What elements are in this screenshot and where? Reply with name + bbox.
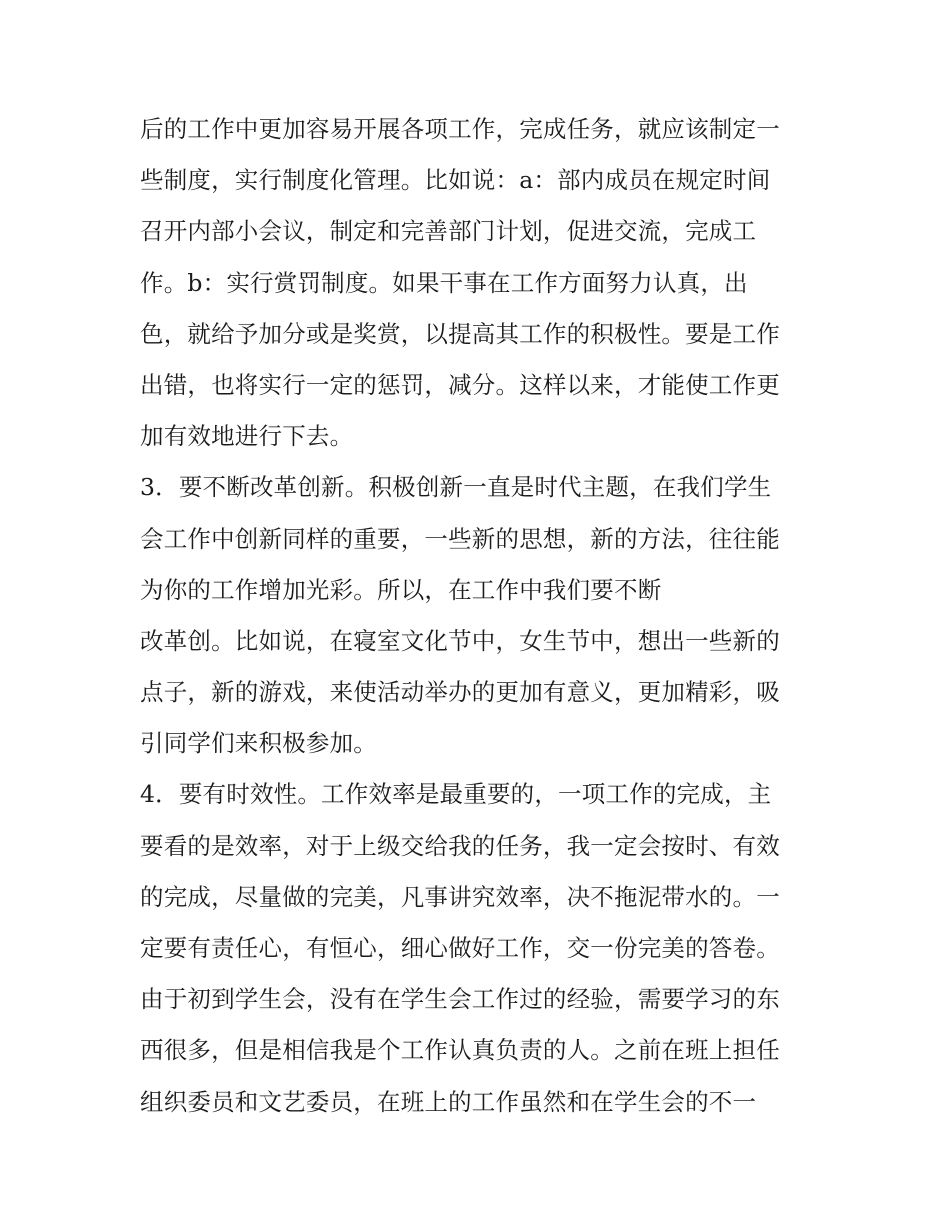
- text-line: 要看的是效率，对于上级交给我的任务，我一定会按时、有效: [140, 831, 780, 860]
- text-line: 组织委员和文艺委员，在班上的工作虽然和在学生会的不一: [140, 1087, 757, 1116]
- text-line: 后的工作中更加容易开展各项工作，完成任务，就应该制定一: [140, 115, 780, 143]
- text-line: 定要有责任心，有恒心，细心做好工作，交一份完美的答卷。: [140, 934, 780, 962]
- text-line: 4．要有时效性。工作效率是最重要的，一项工作的完成，主: [140, 780, 772, 809]
- text-line: 色，就给予加分或是奖赏，以提高其工作的积极性。要是工作: [140, 319, 780, 348]
- text-line: 引同学们来积极参加。: [140, 729, 377, 758]
- text-line: 改革创。比如说，在寝室文化节中，女生节中，想出一些新的: [140, 626, 780, 655]
- text-line: 西很多，但是相信我是个工作认真负责的人。之前在班上担任: [140, 1036, 780, 1065]
- body-text: [140, 104, 820, 1128]
- text-line: 作。b：实行赏罚制度。如果干事在工作方面努力认真，出: [140, 268, 748, 297]
- text-line: 加有效地进行下去。: [140, 422, 354, 451]
- text-line: 些制度，实行制度化管理。比如说：a：部内成员在规定时间: [140, 166, 771, 195]
- text-line: 由于初到学生会，没有在学生会工作过的经验，需要学习的东: [140, 985, 780, 1014]
- text-line: 点子，新的游戏，来使活动举办的更加有意义，更加精彩，吸: [140, 678, 780, 707]
- text-line: 出错，也将实行一定的惩罚，减分。这样以来，才能使工作更: [140, 370, 780, 399]
- text-line: 为你的工作增加光彩。所以，在工作中我们要不断: [140, 575, 662, 604]
- text-line: 的完成，尽量做的完美，凡事讲究效率，决不拖泥带水的。一: [140, 882, 780, 911]
- text-line: 召开内部小会议，制定和完善部门计划，促进交流，完成工: [140, 217, 757, 246]
- text-line: 3．要不断改革创新。积极创新一直是时代主题，在我们学生: [140, 473, 772, 502]
- text-line: 会工作中创新同样的重要，一些新的思想，新的方法，往往能: [140, 524, 780, 553]
